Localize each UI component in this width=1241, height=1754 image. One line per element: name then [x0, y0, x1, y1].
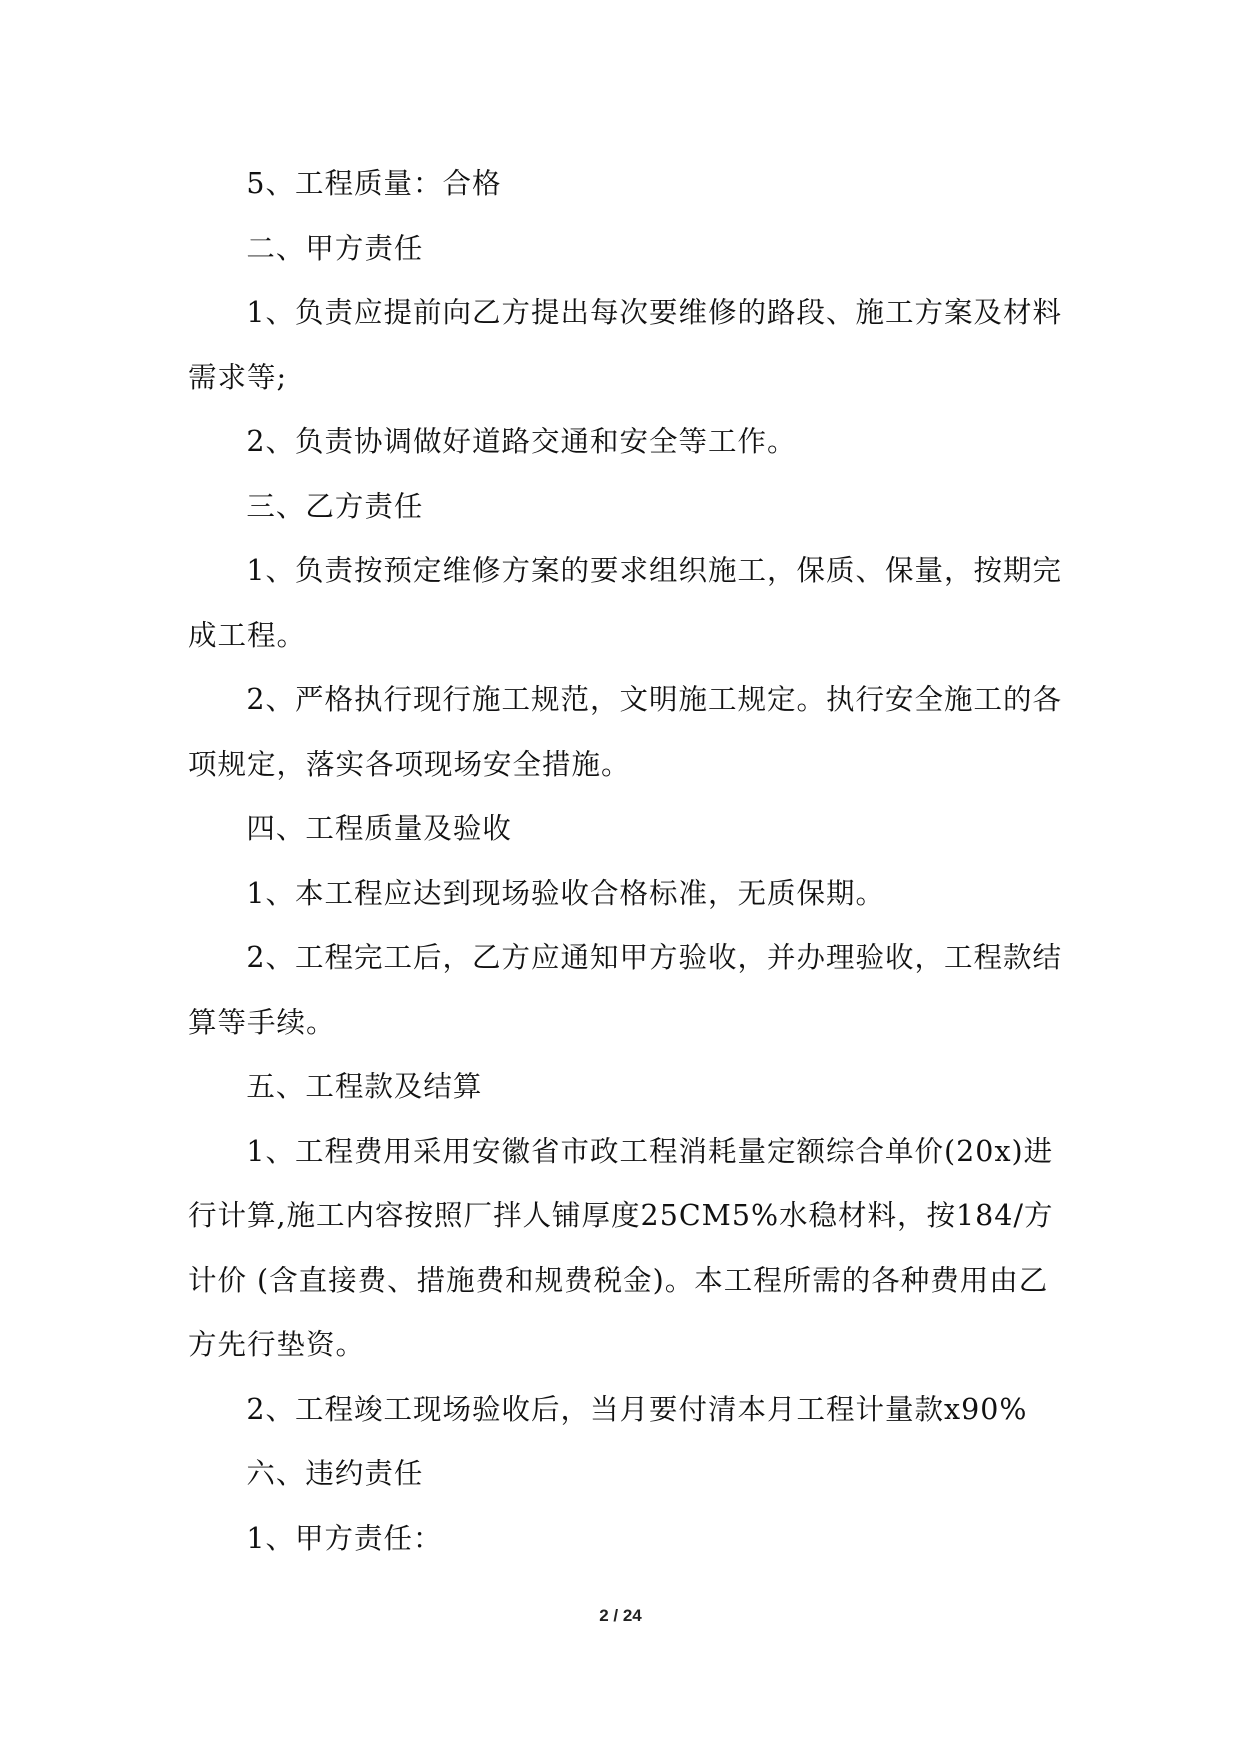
paragraph-party-b-duty-1: 1、负责按预定维修方案的要求组织施工，保质、保量，按期完成工程。 — [188, 554, 1063, 652]
document-body — [188, 152, 1068, 1571]
paragraph-party-a-duty-2: 2、负责协调做好道路交通和安全等工作。 — [246, 425, 797, 458]
heading-payment-settlement: 五、工程款及结算 — [246, 1070, 483, 1103]
heading-quality-acceptance: 四、工程质量及验收 — [246, 812, 512, 845]
paragraph-acceptance-2: 2、工程完工后，乙方应通知甲方验收，并办理验收，工程款结算等手续。 — [188, 941, 1063, 1039]
paragraph-breach-1: 1、甲方责任： — [246, 1521, 443, 1555]
paragraph-quality: 5、工程质量：合格 — [246, 167, 502, 200]
heading-party-a-duties: 二、甲方责任 — [246, 231, 424, 265]
paragraph-payment-1: 1、工程费用采用安徽省市政工程消耗量定额综合单价(20x)进行计算,施工内容按照厂拌人铺厚度25CM5%水稳材料，按184/方计价 (含直接费、措施费和规费税金)。本工程所需的各种费用由乙方先行垫资。 — [188, 1134, 1054, 1361]
heading-party-b-duties: 三、乙方责任 — [246, 489, 424, 523]
page-number: 2 / 24 — [599, 1606, 642, 1625]
heading-breach-liability: 六、违约责任 — [246, 1457, 424, 1490]
paragraph-acceptance-1: 1、本工程应达到现场验收合格标准，无质保期。 — [246, 876, 886, 910]
paragraph-payment-2: 2、工程竣工现场验收后，当月要付清本月工程计量款x90% — [246, 1392, 1028, 1426]
paragraph-party-a-duty-1: 1、负责应提前向乙方提出每次要维修的路段、施工方案及材料需求等; — [188, 296, 1063, 394]
paragraph-party-b-duty-2: 2、严格执行现行施工规范，文明施工规定。执行安全施工的各项规定，落实各项现场安全措施。 — [188, 683, 1063, 781]
